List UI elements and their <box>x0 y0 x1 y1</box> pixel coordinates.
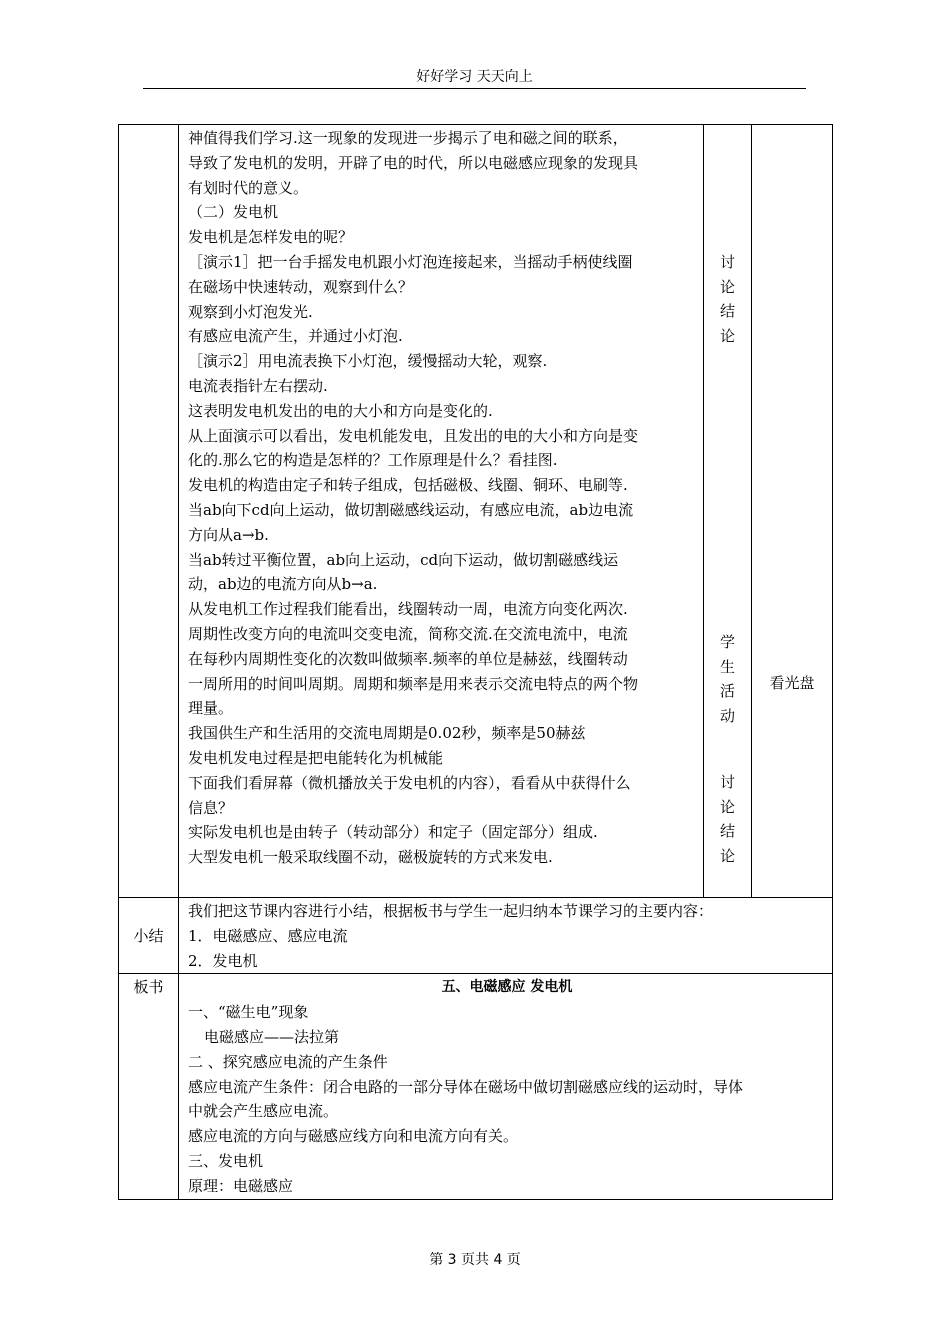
activity-char: 生 <box>719 657 735 676</box>
board-line: 感应电流的方向与磁感应线方向和电流方向有关。 <box>188 1127 519 1146</box>
content-line: 有感应电流产生，并通过小灯泡. <box>188 327 403 346</box>
content-line: 周期性改变方向的电流叫交变电流，简称交流.在交流电流中，电流 <box>188 624 628 643</box>
activity-char: 结 <box>719 302 735 320</box>
activity-char: 动 <box>719 706 735 725</box>
page-footer: 第 3 页共 4 页 <box>429 1252 521 1268</box>
content-line: 动，ab边的电流方向从b→a. <box>188 575 378 594</box>
content-line: 从发电机工作过程我们能看出，线圈转动一周，电流方向变化两次. <box>188 600 628 619</box>
content-line: 实际发电机也是由转子（转动部分）和定子（固定部分）组成. <box>188 823 598 842</box>
content-line: 神值得我们学习.这一现象的发现进一步揭示了电和磁之间的联系， <box>188 129 628 147</box>
content-line: 我国供生产和生活用的交流电周期是0.02秒，频率是50赫兹 <box>188 724 586 743</box>
activity-char: 学 <box>719 633 735 651</box>
content-line: 观察到小灯泡发光. <box>188 302 313 321</box>
board-title: 五、电磁感应 发电机 <box>441 979 573 996</box>
content-line: 电流表指针左右摆动. <box>188 376 328 395</box>
content-line: 信息？ <box>188 798 234 817</box>
main-content-lines <box>179 125 703 870</box>
activity-discuss-1 <box>704 250 751 348</box>
activity-gap <box>704 348 751 630</box>
main-label-cell <box>119 125 179 898</box>
header-rule <box>143 88 806 89</box>
content-line: 当ab转过平衡位置，ab向上运动，cd向下运动，做切割磁感线运 <box>188 550 619 569</box>
content-line: 从上面演示可以看出，发电机能发电，且发出的电的大小和方向是变 <box>188 426 639 445</box>
activity-char: 结 <box>719 822 735 840</box>
activity-student <box>704 630 751 728</box>
content-line: 一周所用的时间叫周期。周期和频率是用来表示交流电特点的两个物 <box>188 674 639 693</box>
board-line: 电磁感应——法拉第 <box>204 1027 340 1046</box>
board-line: 中就会产生感应电流。 <box>188 1102 339 1121</box>
summary-label: 小结 <box>119 898 179 974</box>
content-line: 当ab向下cd向上运动，做切割磁感线运动，有感应电流，ab边电流 <box>188 500 634 519</box>
content-line: 下面我们看屏幕（微机播放关于发电机的内容），看看从中获得什么 <box>188 773 631 792</box>
activity-cell <box>704 125 752 898</box>
activity-char: 活 <box>719 682 735 700</box>
board-lines <box>188 1000 826 1198</box>
content-line: 大型发电机一般采取线圈不动，磁极旋转的方式来发电. <box>188 848 553 867</box>
board-line: 二 、探究感应电流的产生条件 <box>188 1052 388 1071</box>
activity-gap <box>704 728 751 770</box>
board-content-cell <box>179 974 833 1199</box>
main-row <box>119 125 833 898</box>
content-line: 在每秒内周期性变化的次数叫做频率.频率的单位是赫兹，线圈转动 <box>188 649 628 668</box>
board-line: 三、发电机 <box>188 1151 264 1170</box>
media-cell <box>752 125 833 898</box>
summary-line: 1．电磁感应、感应电流 <box>188 926 348 945</box>
activity-char: 讨 <box>719 773 735 791</box>
activity-char: 讨 <box>719 253 735 271</box>
activity-char: 论 <box>719 277 735 296</box>
board-line: 感应电流产生条件：闭合电路的一部分导体在磁场中做切割磁感应线的运动时，导体 <box>188 1077 744 1096</box>
main-content-cell <box>179 125 704 898</box>
activity-char: 论 <box>719 797 735 816</box>
content-line: 发电机的构造由定子和转子组成，包括磁极、线圈、铜环、电刷等. <box>188 476 628 495</box>
content-line: 这表明发电机发出的电的大小和方向是变化的. <box>188 401 493 420</box>
board-row <box>119 974 833 1199</box>
content-line: 发电机是怎样发电的呢？ <box>188 228 354 247</box>
content-line: 在磁场中快速转动，观察到什么？ <box>188 277 414 296</box>
board-label: 板书 <box>133 978 164 997</box>
lesson-table <box>118 124 833 1200</box>
content-line: ［演示1］把一台手摇发电机跟小灯泡连接起来，当摇动手柄使线圈 <box>188 252 633 271</box>
content-line: 方向从a→b. <box>188 525 269 544</box>
content-line: 有划时代的意义。 <box>188 178 309 197</box>
content-line: 导致了发电机的发明，开辟了电的时代，所以电磁感应现象的发现具 <box>188 153 639 172</box>
content-line: 化的.那么它的构造是怎样的？工作原理是什么？看挂图. <box>188 451 558 470</box>
activity-discuss-2 <box>704 770 751 868</box>
summary-line: 2．发电机 <box>188 951 258 970</box>
media-note: 看光盘 <box>769 674 815 692</box>
activity-char: 论 <box>719 326 735 345</box>
board-content <box>179 974 832 1198</box>
activity-column <box>704 125 751 868</box>
content-line: 发电机发电过程是把电能转化为机械能 <box>188 748 444 767</box>
summary-content-cell <box>179 898 833 974</box>
page-header: 好好学习 天天向上 <box>416 69 533 85</box>
board-line: 原理：电磁感应 <box>188 1176 294 1195</box>
board-line: 一、“磁生电”现象 <box>188 1003 309 1022</box>
activity-char: 论 <box>719 846 735 865</box>
board-label-cell <box>119 974 179 1199</box>
summary-line: 我们把这节课内容进行小结，根据板书与学生一起归纳本节课学习的主要内容： <box>188 902 714 920</box>
content-line: （二）发电机 <box>188 203 279 222</box>
content-line: 理量。 <box>188 699 234 718</box>
content-line: ［演示2］用电流表换下小灯泡，缓慢摇动大轮，观察. <box>188 352 548 371</box>
summary-lines <box>179 898 832 973</box>
summary-row <box>119 898 833 974</box>
